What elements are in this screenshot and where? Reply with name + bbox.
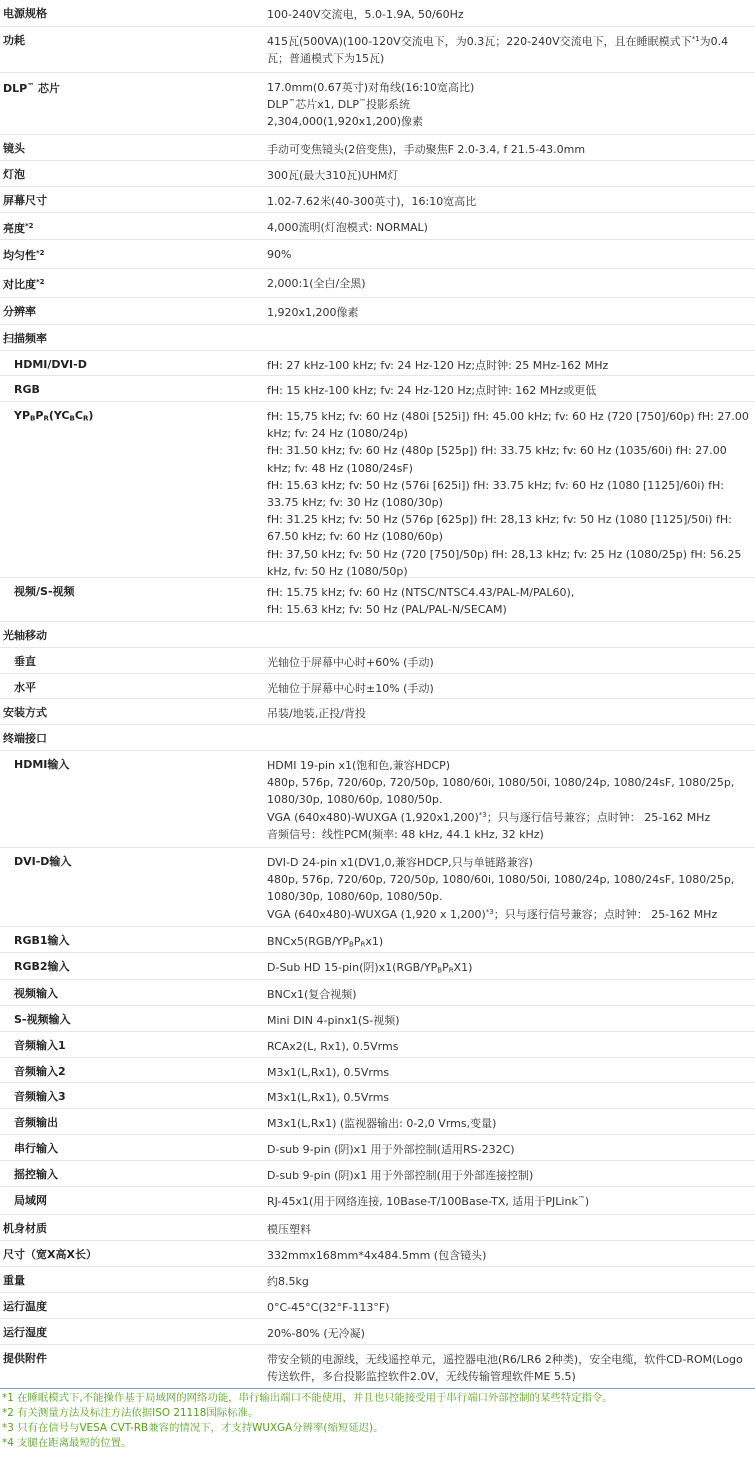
label-scan-frequency: 扫描频率 <box>3 332 47 345</box>
label-vertical: 垂直 <box>14 655 36 668</box>
value-audio-output: M3x1(L,Rx1) (监视器输出: 0-2,0 Vrms,变量) <box>267 1117 497 1130</box>
lan-text: RJ-45x1(用于网络连接, 10Base-T/100Base-TX, 适用于PJLink <box>267 1195 578 1208</box>
power-consumption-text-3: 瓦；普通模式下为15瓦) <box>267 52 385 66</box>
rgb1-sub: R <box>360 940 366 949</box>
row-remote-input <box>0 1161 755 1187</box>
value-video-svideo: fH: 15.75 kHz; fv: 60 Hz (NTSC/NTSC4.43/PAL-M/PAL60), fH: 15.63 kHz; fv: 50 Hz (PAL/PAL-N/SECAM) <box>267 586 575 617</box>
value-audio-input-3: M3x1(L,Rx1), 0.5Vrms <box>267 1091 390 1104</box>
label-uniformity <box>3 249 45 263</box>
row-installation <box>0 699 755 725</box>
label-accessories: 提供附件 <box>3 1352 47 1365</box>
dlp-line-1: 17.0mm(0.67英寸)对角线(16:10宽高比) <box>267 81 475 94</box>
hdmi-input-text-1: HDMI 19-pin x1(饱和色,兼容HDCP) 480p, 576p, 720/60p, 720/50p, 1080/60i, 1080/50i, 1080/24p, 1080/24sF, 1080/25p, 1080/30p, 1080/60p, 1080/50p. VGA (640x480)-WUXGA (1,920x1,200) <box>267 759 735 824</box>
trademark-mark: ™ <box>358 98 366 107</box>
footnote-ref-1: *1 <box>691 35 700 44</box>
value-hdmi-input <box>267 757 751 843</box>
dlp-line-2b: 芯片x1, DLP <box>295 98 359 112</box>
dlp-line-2a: DLP <box>267 98 289 112</box>
label-audio-input-3: 音频输入3 <box>14 1090 66 1103</box>
footnote-ref-3: *3 <box>478 810 487 819</box>
value-svideo-input: Mini DIN 4-pinx1(S-视频) <box>267 1014 400 1027</box>
value-contrast: 2,000:1(全白/全黑) <box>267 277 366 290</box>
label-serial-input: 串行输入 <box>14 1142 58 1155</box>
value-cabinet: 模压塑料 <box>267 1223 311 1236</box>
footnote-1: *1 在睡眠模式下,不能操作基于局域网的网络功能，串行输出端口不能使用，并且也只能接受用于串行端口外部控制的某些特定指令。 <box>2 1392 613 1404</box>
label-lens-shift: 光轴移动 <box>3 629 47 642</box>
rgb1-sub: B <box>349 940 354 949</box>
row-horizontal <box>0 674 755 699</box>
hdmi-input-text-2: ；只与逐行信号兼容；点时钟： 25-162 MHz 音频信号：线性PCM(频率: 48 kHz, 44.1 kHz, 32 kHz) <box>267 810 711 841</box>
row-hdmi-input <box>0 751 755 848</box>
value-resolution: 1,920x1,200像素 <box>267 306 359 319</box>
dlp-line-3: 2,304,000(1,920x1,200)像素 <box>267 115 424 129</box>
label-hdmi-dvi: HDMI/DVI-D <box>14 358 87 371</box>
ypbpr-label-part: YP <box>14 409 31 422</box>
row-audio-input-2 <box>0 1058 755 1083</box>
label-screen-size: 屏幕尺寸 <box>3 194 47 207</box>
row-rgb2-input <box>0 953 755 980</box>
row-weight <box>0 1267 755 1293</box>
footnote-2: *2 有关测量方法及标注方法依据ISO 21118国际标准。 <box>2 1407 259 1419</box>
row-rgb <box>0 376 755 402</box>
row-resolution <box>0 298 755 325</box>
footnote-ref-2: *2 <box>36 249 45 258</box>
value-screen-size: 1.02-7.62米(40-300英寸)，16:10宽高比 <box>267 195 477 208</box>
row-video-svideo <box>0 578 755 622</box>
label-lamp: 灯泡 <box>3 168 25 181</box>
dlp-chip-label-prefix: DLP <box>3 82 28 95</box>
label-operating-temperature: 运行温度 <box>3 1300 47 1313</box>
footnote-ref-2: *2 <box>25 222 34 231</box>
label-power-consumption: 功耗 <box>3 34 25 47</box>
row-audio-input-3 <box>0 1083 755 1109</box>
footnotes <box>0 1388 755 1466</box>
uniformity-label-text: 均匀性 <box>3 249 36 262</box>
trademark-mark: ™ <box>577 1195 585 1204</box>
rgb1-text: x1) <box>365 935 384 948</box>
value-dlp-chip <box>267 79 751 131</box>
label-lan: 局域网 <box>14 1194 47 1207</box>
row-lens <box>0 135 755 161</box>
value-rgb1-input <box>267 933 751 950</box>
label-audio-output: 音频输出 <box>14 1116 58 1129</box>
value-dimensions: 332mmx168mm*4x484.5mm (包含镜头) <box>267 1249 487 1262</box>
value-audio-input-1: RCAx2(L, Rx1), 0.5Vrms <box>267 1040 399 1053</box>
power-consumption-text-2: 为0.4 <box>699 35 729 48</box>
value-dvi-input <box>267 854 751 923</box>
row-serial-input <box>0 1135 755 1161</box>
row-rgb1-input <box>0 927 755 953</box>
value-lamp: 300瓦(最大310瓦)UHM灯 <box>267 169 399 182</box>
label-terminals: 终端接口 <box>3 732 47 745</box>
label-dimensions: 尺寸（宽X高X长） <box>3 1248 97 1261</box>
dlp-line-2c: 投影系统 <box>365 98 410 112</box>
value-rgb: fH: 15 kHz-100 kHz; fv: 24 Hz-120 Hz;点时钟: 162 MHz或更低 <box>267 384 597 397</box>
trademark-mark: ™ <box>288 98 296 107</box>
row-brightness <box>0 213 755 240</box>
label-operating-humidity: 运行湿度 <box>3 1326 47 1339</box>
dvi-input-text-2: ；只与逐行信号兼容；点时钟： 25-162 MHz <box>493 907 718 921</box>
value-ypbpr: fH: 15,75 kHz; fv: 60 Hz (480i [525i]) fH: 45.00 kHz; fv: 60 Hz (720 [750]/60p) fH: 27.00 kHz; fv: 24 Hz (1080/24p) fH: 31.50 kHz; fv: 60 Hz (480p [525p]) fH: 33.75 kHz; fv: 60 Hz (1035/60i) fH: 27.00 kHz; fv: 48 Hz (1080/24sF) fH: 15.63 kHz; fv: 50 Hz (576i [625i]) fH: 33.75 kHz; fv: 60 Hz (1080 [1125]/60i) fH: 33.75 kHz; fv: 30 Hz (1080/30p) fH: 31.25 kHz; fv: 50 Hz (576p [625p]) fH: 28,13 kHz; fv: 50 Hz (1080 [1125]/50i) fH: 67.50 kHz; fv: 60 Hz (1080/60p) fH: 37,50 kHz; fv: 50 Hz (720 [750]/50p) fH: 28,13 kHz; fv: 25 Hz (1080/25p) fH: 56.25 kHz, fv: 50 Hz (1080/50p) <box>267 410 749 578</box>
row-hdmi-dvi <box>0 351 755 376</box>
value-power-supply: 100-240V交流电，5.0-1.9A, 50/60Hz <box>267 8 464 21</box>
value-power-consumption <box>267 33 751 67</box>
row-svideo-input <box>0 1006 755 1032</box>
value-lens: 手动可变焦镜头(2倍变焦)，手动聚焦F 2.0-3.4, f 21.5-43.0mm <box>267 143 586 156</box>
value-audio-input-2: M3x1(L,Rx1), 0.5Vrms <box>267 1066 390 1079</box>
row-ypbpr <box>0 402 755 578</box>
label-audio-input-2: 音频输入2 <box>14 1065 66 1078</box>
row-dimensions <box>0 1241 755 1267</box>
rgb2-text: X1) <box>453 961 473 974</box>
label-power-supply: 电源规格 <box>3 7 47 20</box>
footnote-3: *3 只有在信号与VESA CVT-RB兼容的情况下，才支持WUXGA分辨率(缩短延迟)。 <box>2 1422 384 1434</box>
label-weight: 重量 <box>3 1274 25 1287</box>
row-video-input <box>0 980 755 1006</box>
label-ypbpr <box>14 409 93 423</box>
row-lamp <box>0 161 755 187</box>
label-brightness <box>3 222 34 236</box>
row-accessories <box>0 1345 755 1388</box>
ypbpr-label-sub: B <box>69 414 75 423</box>
label-rgb1-input: RGB1输入 <box>14 934 70 947</box>
row-uniformity <box>0 240 755 269</box>
value-serial-input: D-sub 9-pin (阴)x1 用于外部控制(适用RS-232C) <box>267 1143 515 1156</box>
label-rgb: RGB <box>14 383 40 396</box>
label-rgb2-input: RGB2输入 <box>14 960 70 973</box>
value-operating-temperature: 0°C-45°C(32°F-113°F) <box>267 1301 390 1314</box>
row-lan <box>0 1187 755 1215</box>
value-weight: 约8.5kg <box>267 1275 309 1288</box>
label-dlp-chip <box>3 82 60 96</box>
row-operating-humidity <box>0 1319 755 1345</box>
label-cabinet: 机身材质 <box>3 1222 47 1235</box>
label-contrast <box>3 278 45 292</box>
value-horizontal: 光轴位于屏幕中心时±10% (手动) <box>267 682 434 695</box>
label-remote-input: 摇控输入 <box>14 1168 58 1181</box>
footnote-4: *4 支腿在距离最短的位置。 <box>2 1437 132 1449</box>
rgb2-sub: B <box>437 966 443 975</box>
row-dlp-chip <box>0 73 755 135</box>
trademark-mark: ™ <box>27 82 35 91</box>
label-audio-input-1: 音频输入1 <box>14 1039 66 1052</box>
ypbpr-label-part: (YC <box>48 409 70 422</box>
label-svideo-input: S-视频输入 <box>14 1013 71 1026</box>
value-rgb2-input <box>267 959 751 976</box>
label-installation: 安装方式 <box>3 706 47 719</box>
value-lan <box>267 1193 751 1210</box>
row-audio-input-1 <box>0 1032 755 1058</box>
row-audio-output <box>0 1109 755 1135</box>
dlp-chip-label-suffix: 芯片 <box>34 82 61 95</box>
rgb2-text: D-Sub HD 15-pin(阴)x1(RGB/YP <box>267 961 438 974</box>
row-contrast <box>0 269 755 298</box>
value-brightness: 4,000流明(灯泡模式: NORMAL) <box>267 221 428 234</box>
row-screen-size <box>0 187 755 213</box>
dvi-input-text-1: DVI-D 24-pin x1(DV1,0,兼容HDCP,只与单链路兼容) 480p, 576p, 720/60p, 720/50p, 1080/60i, 1080/50i, 1080/24p, 1080/24sF, 1080/25p, 1080/30p, 1080/60p, 1080/50p. VGA (640x480)-WUXGA (1,920 x 1,200) <box>267 856 735 921</box>
label-video-input: 视频输入 <box>14 987 58 1000</box>
row-cabinet <box>0 1215 755 1241</box>
value-hdmi-dvi: fH: 27 kHz-100 kHz; fv: 24 Hz-120 Hz;点时钟: 25 MHz-162 MHz <box>267 359 609 372</box>
ypbpr-label-part: C <box>74 409 83 422</box>
row-operating-temperature <box>0 1293 755 1319</box>
rgb1-text: BNCx5(RGB/YP <box>267 935 350 948</box>
footnote-ref-3: *3 <box>485 907 494 916</box>
value-installation: 吊装/地装,正投/背投 <box>267 707 366 720</box>
lan-text: ) <box>584 1195 590 1208</box>
rgb2-sub: R <box>448 966 454 975</box>
rgb1-text: P <box>353 935 361 948</box>
ypbpr-label-sub: B <box>30 414 36 423</box>
row-dvi-input <box>0 848 755 927</box>
value-video-input: BNCx1(复合视频) <box>267 988 357 1001</box>
power-consumption-text-1: 415瓦(500VA)(100-120V交流电下，为0.3瓦；220-240V交流电下，且在睡眠模式下 <box>267 35 692 48</box>
contrast-label-text: 对比度 <box>3 278 36 291</box>
value-operating-humidity: 20%-80% (无冷凝) <box>267 1327 365 1340</box>
label-dvi-input: DVI-D输入 <box>14 855 72 868</box>
row-power-supply <box>0 0 755 27</box>
label-lens: 镜头 <box>3 142 25 155</box>
row-vertical <box>0 648 755 674</box>
footnote-ref-2: *2 <box>36 278 45 287</box>
value-vertical: 光轴位于屏幕中心时+60% (手动) <box>267 656 434 669</box>
row-lens-shift <box>0 622 755 648</box>
row-power-consumption <box>0 27 755 73</box>
ypbpr-label-part: ) <box>88 409 94 422</box>
label-hdmi-input: HDMI输入 <box>14 758 70 771</box>
value-uniformity: 90% <box>267 248 292 261</box>
ypbpr-label-part: P <box>35 409 44 422</box>
row-terminals <box>0 725 755 751</box>
ypbpr-label-sub: R <box>43 414 49 423</box>
label-video-svideo: 视频/S-视频 <box>14 585 75 598</box>
row-scan-frequency <box>0 325 755 351</box>
ypbpr-label-sub: R <box>82 414 89 423</box>
rgb2-text: P <box>442 961 449 974</box>
label-horizontal: 水平 <box>14 681 36 694</box>
brightness-label-text: 亮度 <box>3 222 25 235</box>
value-remote-input: D-sub 9-pin (阴)x1 用于外部控制(用于外部连接控制) <box>267 1169 534 1182</box>
label-resolution: 分辨率 <box>3 305 36 318</box>
value-accessories: 带安全锁的电源线，无线遥控单元，遥控器电池(R6/LR6 2种类)，安全电缆，软件CD-ROM(Logo传送软件，多台投影监控软件2.0V，无线传输管理软件ME 5.5) <box>267 1353 743 1384</box>
